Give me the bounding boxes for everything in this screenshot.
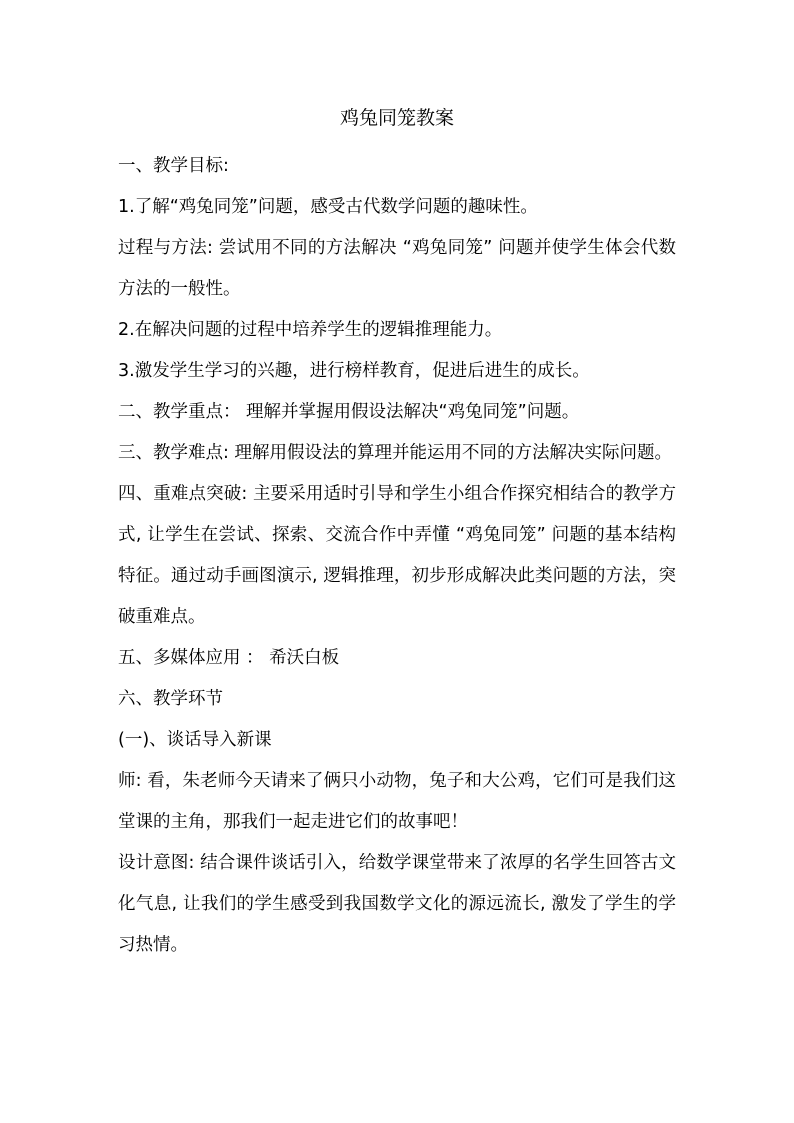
paragraph-goal-3: 3.激发学生学习的兴趣，进行榜样教育，促进后进生的成长。 — [118, 361, 590, 381]
paragraph-key-points: 二、教学重点： 理解并掌握用假设法解决“鸡兔同笼”问题。 — [118, 402, 580, 422]
paragraph-design-intent: 设计意图: 结合课件谈话引入，给数学课堂带来了浓厚的名学生回答古文化气息, 让我们的学生感受到我国数学文化的源远流长, 激发了学生的学习热情。 — [118, 853, 676, 955]
paragraph-teaching-steps: 六、教学环节 — [118, 689, 223, 709]
paragraph-teaching-goals-heading: 一、教学目标: — [118, 156, 229, 176]
paragraph-difficulties: 三、教学难点: 理解用假设法的算理并能运用不同的方法解决实际问题。 — [118, 443, 672, 463]
paragraph-goal-1: 1.了解“鸡兔同笼”问题，感受古代数学问题的趣味性。 — [118, 197, 538, 217]
paragraph-multimedia: 五、多媒体应用 ： 希沃白板 — [118, 648, 340, 668]
paragraph-goal-2: 2.在解决问题的过程中培养学生的逻辑推理能力。 — [118, 320, 503, 340]
paragraph-breakthrough: 四、重难点突破: 主要采用适时引导和学生小组合作探究相结合的教学方式, 让学生在尝试、探索、交流合作中弄懂 “鸡兔同笼” 问题的基本结构特征。通过动手画图演示, 逻辑推理，初步形成解决此类问题的方法，突破重难点。 — [118, 484, 676, 627]
document-title: 鸡兔同笼教案 — [339, 107, 454, 129]
paragraph-process-and-method: 过程与方法: 尝试用不同的方法解决 “鸡兔同笼” 问题并使学生体会代数方法的一般性。 — [118, 238, 676, 299]
paragraph-intro-section: (一)、谈话导入新课 — [118, 730, 272, 750]
paragraph-teacher-dialogue: 师: 看，朱老师今天请来了俩只小动物，兔子和大公鸡，它们可是我们这堂课的主角，那我们一起走进它们的故事吧！ — [118, 771, 676, 832]
document-body — [118, 146, 676, 966]
